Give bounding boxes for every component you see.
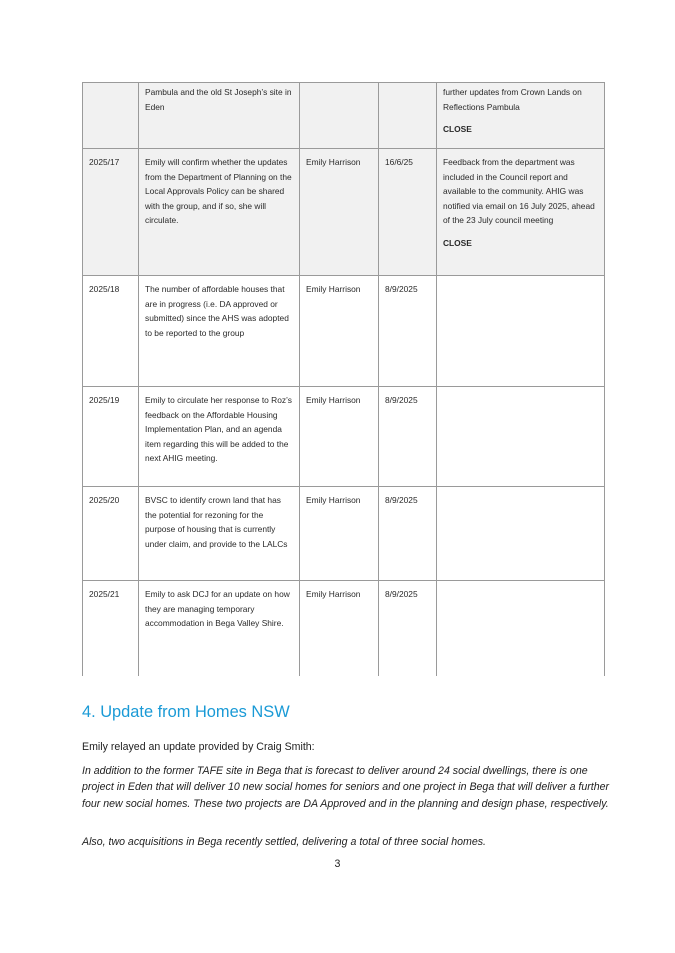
responsible-cell: Emily Harrison bbox=[300, 276, 379, 387]
table-row bbox=[83, 581, 605, 676]
status-close-tag: CLOSE bbox=[443, 237, 472, 248]
action-id-cell: 2025/17 bbox=[83, 149, 139, 276]
action-description-cell: BVSC to identify crown land that has the potential for rezoning for the purpose of housing that is currently under claim, and provide to the LALCs bbox=[139, 487, 300, 581]
action-id-cell: 2025/21 bbox=[83, 581, 139, 676]
responsible-cell: Emily Harrison bbox=[300, 387, 379, 487]
status-text: further updates from Crown Lands on Reflections Pambula bbox=[443, 87, 582, 112]
responsible-cell: Emily Harrison bbox=[300, 149, 379, 276]
intro-paragraph: Emily relayed an update provided by Craig Smith: bbox=[82, 741, 315, 753]
status-cell bbox=[437, 149, 605, 276]
page-number: 3 bbox=[334, 858, 341, 870]
date-cell: 8/9/2025 bbox=[379, 487, 437, 581]
date-cell bbox=[379, 83, 437, 149]
status-cell bbox=[437, 487, 605, 581]
action-id-cell: 2025/18 bbox=[83, 276, 139, 387]
acquisitions-paragraph: Also, two acquisitions in Bega recently settled, delivering a total of three social homes. bbox=[82, 836, 486, 848]
action-description-cell: Emily to ask DCJ for an update on how they are managing temporary accommodation in Bega Valley Shire. bbox=[139, 581, 300, 676]
status-cell bbox=[437, 276, 605, 387]
date-cell: 16/6/25 bbox=[379, 149, 437, 276]
status-cell bbox=[437, 581, 605, 676]
action-description-cell: Emily to circulate her response to Roz’s feedback on the Affordable Housing Implementation Plan, and an agenda item regarding this will be added to the next AHIG meeting. bbox=[139, 387, 300, 487]
responsible-cell: Emily Harrison bbox=[300, 487, 379, 581]
action-description-cell: Emily will confirm whether the updates from the Department of Planning on the Local Approvals Policy can be shared with the group, and if so, she will circulate. bbox=[139, 149, 300, 276]
table-row bbox=[83, 276, 605, 387]
action-id-cell: 2025/19 bbox=[83, 387, 139, 487]
table-row bbox=[83, 83, 605, 149]
action-id-cell: 2025/20 bbox=[83, 487, 139, 581]
responsible-cell: Emily Harrison bbox=[300, 581, 379, 676]
responsible-cell bbox=[300, 83, 379, 149]
status-text: Feedback from the department was included in the Council report and available to the community. AHIG was notified via email on 16 July 2025, ahead of the 23 July council meeting bbox=[443, 157, 595, 226]
table-row bbox=[83, 487, 605, 581]
table-row bbox=[83, 149, 605, 276]
status-cell bbox=[437, 387, 605, 487]
status-cell bbox=[437, 83, 605, 149]
date-cell: 8/9/2025 bbox=[379, 387, 437, 487]
date-cell: 8/9/2025 bbox=[379, 581, 437, 676]
action-description-cell: The number of affordable houses that are in progress (i.e. DA approved or submitted) since the AHS was adopted to be reported to the group bbox=[139, 276, 300, 387]
action-id-cell bbox=[83, 83, 139, 149]
section-heading: 4. Update from Homes NSW bbox=[82, 703, 290, 721]
table-row bbox=[83, 387, 605, 487]
date-cell: 8/9/2025 bbox=[379, 276, 437, 387]
quoted-update-paragraph: In addition to the former TAFE site in Bega that is forecast to deliver around 24 social dwellings, there is one project in Eden that will deliver 10 new social homes for seniors and one project in Bega that will deliver a further four new social homes. These two projects are DA Approved and in the planning and design phase, respectively. bbox=[82, 765, 610, 810]
status-close-tag: CLOSE bbox=[443, 124, 472, 135]
action-items-table bbox=[82, 82, 605, 676]
action-description-cell: Pambula and the old St Joseph’s site in Eden bbox=[139, 83, 300, 149]
